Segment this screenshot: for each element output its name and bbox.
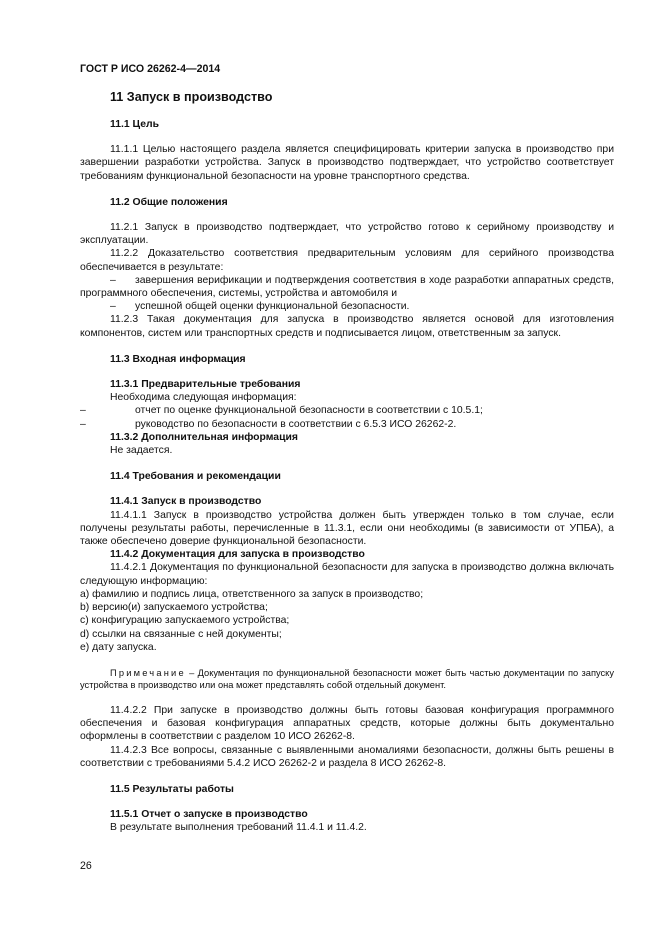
subsection-title-11-3: 11.3 Входная информация: [110, 353, 246, 365]
section-title: 11 Запуск в производство: [110, 90, 273, 104]
paragraph-11-2-1: 11.2.1 Запуск в производство подтверждает, что устройство готово к серийному производству и эксплуатации.: [80, 222, 614, 247]
paragraph-11-3-1-intro: Необходима следующая информация:: [110, 392, 297, 404]
subsection-title-11-4: 11.4 Требования и рекомендации: [110, 471, 281, 483]
paragraph-11-2-3: 11.2.3 Такая документация для запуска в производство является основой для изготовления компонентов, систем или транспортных средств и подписывается лицом, ответственным за запуск.: [80, 314, 614, 339]
page-number: 26: [80, 860, 92, 872]
heading-11-3-1: 11.3.1 Предварительные требования: [110, 379, 301, 391]
dash-marker: –: [80, 418, 86, 430]
list-item: b) версию(и) запускаемого устройства;: [80, 602, 268, 614]
list-item-text: успешной общей оценки функциональной безопасности.: [135, 301, 410, 313]
paragraph-11-4-2-2: 11.4.2.2 При запуске в производство должны быть готовы базовая конфигурация программного обеспечения и базовая конфигурация аппаратных средств, которые должны быть документально оформлены в соответствии с разделом 10 ИСО 26262-8.: [80, 704, 614, 743]
page-content: [80, 90, 614, 835]
list-item-text: завершения верификации и подтверждения соответствия в ходе разработки аппаратных средств, программного обеспечения, системы, устройства и автомобиля и: [80, 274, 614, 300]
paragraph-11-4-2-3: 11.4.2.3 Все вопросы, связанные с выявленными аномалиями безопасности, должны быть решены в соответствии с требованиями 5.4.2 ИСО 26262-2 и раздела 8 ИСО 26262-8.: [80, 744, 614, 769]
list-item: [80, 274, 614, 300]
dash-marker: –: [110, 301, 116, 313]
dash-marker: –: [80, 405, 86, 417]
heading-11-3-2: 11.3.2 Дополнительная информация: [110, 431, 298, 443]
list-item: [80, 404, 614, 417]
dash-marker: –: [110, 274, 116, 286]
document-header: ГОСТ Р ИСО 26262-4—2014: [80, 63, 221, 75]
note-text: – Документация по функциональной безопасности может быть частью документации по запуску устройства в производство или она может представлять собой отдельный документ.: [80, 667, 614, 690]
heading-11-4-2: 11.4.2 Документация для запуска в производство: [110, 549, 365, 561]
list-item: d) ссылки на связанные с ней документы;: [80, 628, 282, 640]
paragraph-11-2-2: 11.2.2 Доказательство соответствия предварительным условиям для серийного производства обеспечивается в результате:: [80, 248, 614, 273]
heading-11-5-1: 11.5.1 Отчет о запуске в производство: [110, 809, 308, 821]
heading-11-4-1: 11.4.1 Запуск в производство: [110, 496, 262, 508]
list-item-text: отчет по оценке функциональной безопасности в соответствии с 10.5.1;: [135, 405, 483, 417]
list-item-text: руководство по безопасности в соответствии с 6.5.3 ИСО 26262-2.: [135, 418, 457, 430]
paragraph-11-4-1-1: 11.4.1.1 Запуск в производство устройства должен быть утвержден только в том случае, если получены результаты работы, перечисленные в 11.3.1, если они необходимы (в зависимости от УПБА), а также обеспечено доверие функциональной безопасности.: [80, 509, 614, 548]
subsection-title-11-1: 11.1 Цель: [110, 119, 160, 130]
paragraph-11-4-2-1: 11.4.2.1 Документация по функциональной безопасности для запуска в производство должна включать следующую информацию:: [80, 562, 614, 587]
list-item: [80, 300, 614, 313]
list-item: c) конфигурацию запускаемого устройства;: [80, 615, 290, 627]
note: [80, 667, 614, 691]
paragraph-11-3-2: Не задается.: [110, 445, 173, 457]
paragraph-11-1-1: 11.1.1 Целью настоящего раздела является специфицировать критерии запуска в производство при завершении разработки устройства. Запуск в производство подтверждает, что устройство соответствует требованиям функциональной безопасности на уровне транспортного средства.: [80, 144, 614, 182]
list-item: [80, 418, 614, 431]
subsection-title-11-2: 11.2 Общие положения: [110, 196, 228, 208]
subsection-title-11-5: 11.5 Результаты работы: [110, 783, 234, 795]
list-item: a) фамилию и подпись лица, ответственного за запуск в производство;: [80, 588, 424, 600]
paragraph-11-5-1: В результате выполнения требований 11.4.1 и 11.4.2.: [110, 822, 367, 834]
note-label: Примечание: [110, 667, 186, 678]
list-item: e) дату запуска.: [80, 641, 157, 653]
